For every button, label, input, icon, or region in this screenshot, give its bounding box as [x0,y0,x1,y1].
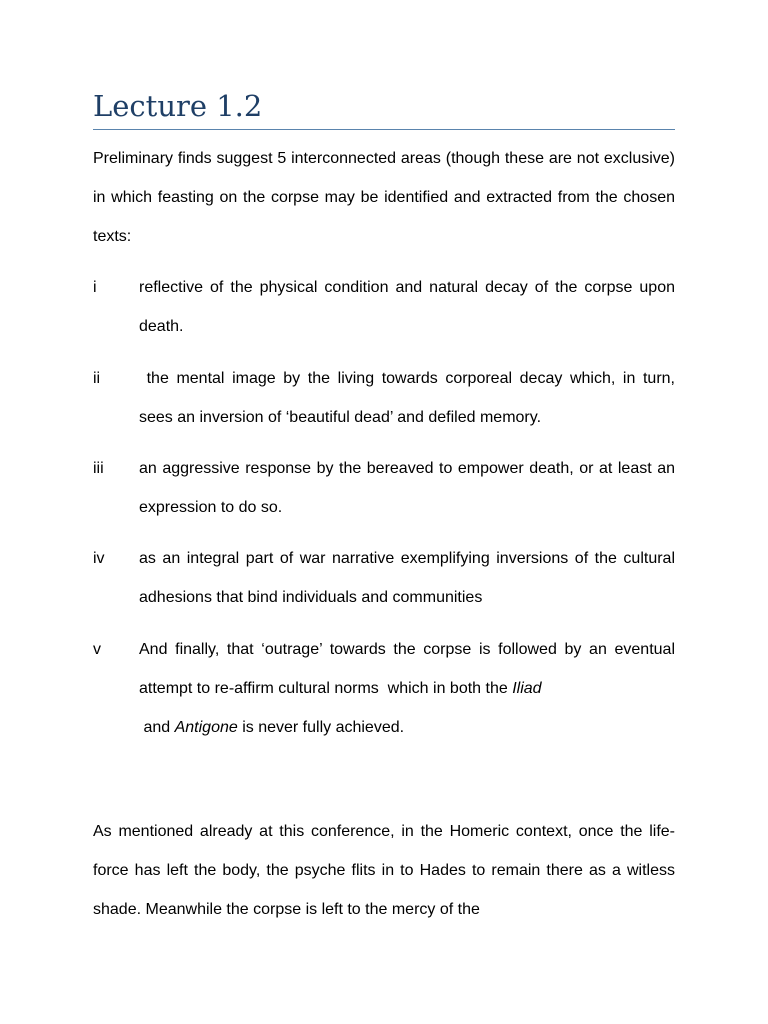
antigone-title: Antigone [174,719,238,736]
list-item-number: i [93,279,97,296]
list-item-number: ii [93,370,101,387]
list-item-number: v [93,641,101,658]
list-item-text: as an integral part of war narrative exemplifying inversions of the cultural adhesions that bind individuals and communities [139,550,675,606]
list-item-text-part: is never fully achieved. [237,719,405,736]
list-item-text-part: and [139,719,175,736]
title-underline [93,129,675,130]
intro-paragraph: Preliminary finds suggest 5 interconnected areas (though these are not exclusive) in which feasting on the corpse may be identified and extracted from the chosen texts: [93,150,675,245]
list-item-text: reflective of the physical condition and natural decay of the corpse upon death. [139,279,675,335]
list-item-text: the mental image by the living towards corporeal decay which, in turn, sees an inversion of ‘beautiful dead’ and defiled memory. [139,370,680,426]
list-item-text-part: And finally, that ‘outrage’ towards the corpse is followed by an eventual attempt to re-affirm cultural norms which in both the [139,641,680,697]
page-title: Lecture 1.2 [93,89,263,123]
list-item-text: an aggressive response by the bereaved to empower death, or at least an expression to do so. [139,460,675,516]
closing-paragraph: As mentioned already at this conference, in the Homeric context, once the life-force has left the body, the psyche flits in to Hades to remain there as a witless shade. Meanwhile the corpse is left to the mercy of the [93,823,675,918]
list-item-number: iv [93,550,105,567]
list-item-number: iii [93,460,104,477]
iliad-title: Iliad [512,680,542,697]
list-item-text [139,630,680,747]
